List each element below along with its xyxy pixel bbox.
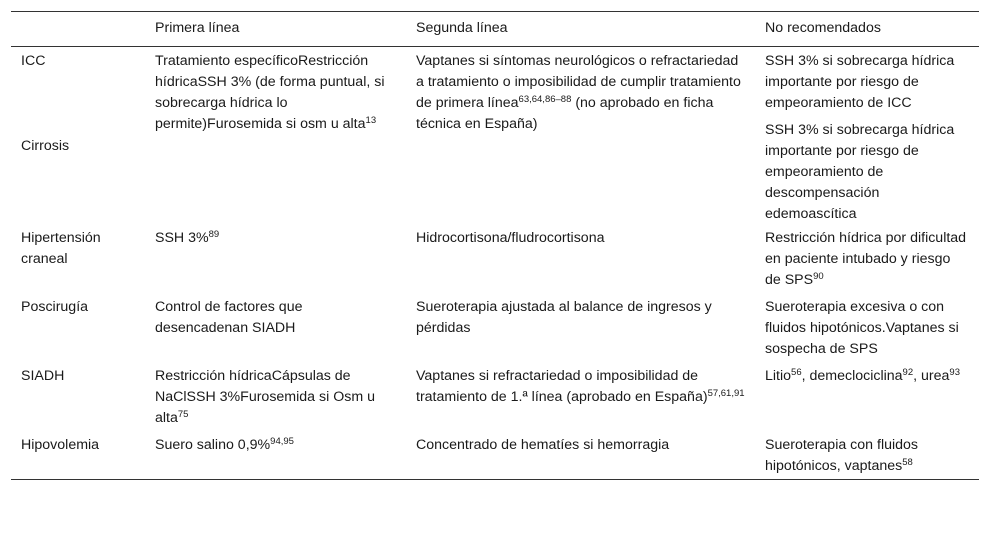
reference-sup: 93: [949, 367, 960, 378]
table-container: [11, 11, 979, 480]
header-empty: [11, 12, 145, 47]
nr-litio: Litio: [765, 368, 792, 384]
first-line-cell: [145, 429, 406, 480]
table-row-hipovolemia: [11, 429, 979, 480]
second-line-cell: [406, 360, 755, 429]
reference-sup: 58: [902, 457, 913, 468]
first-line-text: SSH 3%: [155, 230, 209, 246]
first-line-cell: [145, 228, 406, 291]
not-recommended-text: Sueroterapia con fluidos hipotónicos, vaptanes: [765, 437, 919, 474]
header-second-line: Segunda línea: [406, 12, 755, 47]
second-line-text-cont: (no aprobado en ficha técnica en España): [416, 95, 714, 132]
reference-sup: 90: [813, 271, 824, 282]
table-row-hipertension: [11, 228, 979, 291]
not-recommended-cell: [755, 429, 979, 480]
nr-demeclociclina: , demeclociclina: [801, 368, 903, 384]
reference-sup: 94,95: [270, 436, 294, 447]
not-recommended-text-cirrosis: SSH 3% si sobrecarga hídrica importante por riesgo de empeoramiento de descompensación edemoascítica: [765, 122, 955, 222]
reference-sup: 13: [365, 115, 377, 126]
first-line-text: Suero salino 0,9%: [155, 437, 271, 453]
table-row-poscirugia: [11, 291, 979, 360]
first-line-cell: Control de factores que desencadenan SIADH: [155, 299, 303, 336]
row-label-siadh: SIADH: [21, 368, 65, 384]
reference-sup: 56: [791, 367, 802, 378]
table-row-icc-cirrosis: [11, 47, 979, 229]
row-label-hipovolemia: Hipovolemia: [21, 437, 100, 453]
row-label-cell: [11, 47, 145, 229]
not-recommended-cell: [755, 360, 979, 429]
table-row-siadh: [11, 360, 979, 429]
row-label-hipertension: Hipertensión craneal: [21, 230, 101, 267]
first-line-cell-icc: [145, 47, 406, 229]
reference-sup: 92: [902, 367, 914, 378]
second-line-cell: Hidrocortisona/fludrocortisona: [416, 230, 605, 246]
first-line-text: Restricción hídricaCápsulas de NaClSSH 3%Furosemida si Osm u alta: [155, 368, 375, 426]
second-line-text: Vaptanes si refractariedad o imposibilidad de tratamiento de 1.ª línea (aprobado en España): [416, 368, 708, 405]
header-row: [11, 12, 979, 47]
not-recommended-text-icc: SSH 3% si sobrecarga hídrica importante por riesgo de empeoramiento de ICC: [765, 53, 955, 111]
row-label-cirrosis: Cirrosis: [21, 138, 70, 154]
row-label-poscirugia: Poscirugía: [21, 299, 89, 315]
nr-urea: , urea: [913, 368, 950, 384]
header-first-line: Primera línea: [145, 12, 406, 47]
reference-sup: 57,61,91: [707, 388, 745, 399]
reference-sup: 75: [177, 409, 189, 420]
second-line-cell: Sueroterapia ajustada al balance de ingresos y pérdidas: [416, 299, 712, 336]
not-recommended-cell-icc: [755, 47, 979, 229]
first-line-cell: [145, 360, 406, 429]
reference-sup: 63,64,86–88: [518, 94, 572, 105]
not-recommended-text: Restricción hídrica por dificultad en paciente intubado y riesgo de SPS: [765, 230, 967, 288]
second-line-text: Vaptanes si síntomas neurológicos o refractariedad a tratamiento o imposibilidad de cumplir tratamiento de primera línea: [416, 53, 741, 111]
reference-sup: 89: [208, 229, 220, 240]
first-line-text: Tratamiento específicoRestricción hídricaSSH 3% (de forma puntual, si sobrecarga hídrica lo permite)Furosemida si osm u alta: [155, 53, 385, 132]
not-recommended-cell: [755, 228, 979, 291]
not-recommended-cell: Sueroterapia excesiva o con fluidos hipotónicos.Vaptanes si sospecha de SPS: [765, 299, 959, 357]
second-line-cell-icc: [406, 47, 755, 229]
treatment-table: [11, 11, 979, 480]
row-label-icc: ICC: [21, 53, 46, 69]
second-line-cell: Concentrado de hematíes si hemorragia: [416, 437, 670, 453]
header-not-recommended: No recomendados: [755, 12, 979, 47]
